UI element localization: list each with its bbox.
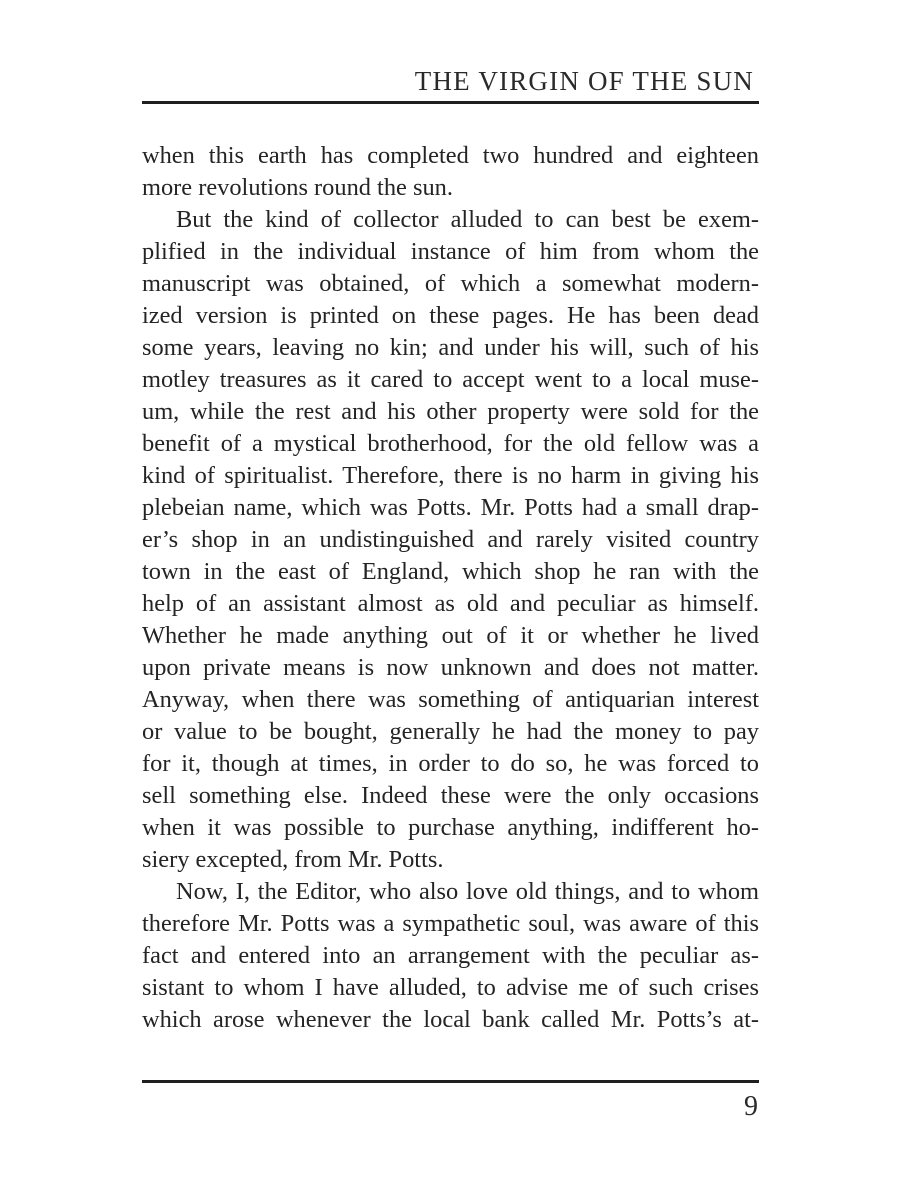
text-line: some years, leaving no kin; and under his will, such of his	[142, 334, 759, 361]
text-line: plified in the individual instance of him from whom the	[142, 238, 759, 265]
text-line: kind of spiritualist. Therefore, there is no harm in giving his	[142, 462, 759, 489]
text-line: which arose whenever the local bank called Mr. Potts’s at-	[142, 1006, 759, 1033]
footer-rule	[142, 1080, 759, 1083]
page-number: 9	[744, 1091, 758, 1122]
text-line: more revolutions round the sun.	[142, 174, 453, 201]
text-line: siery excepted, from Mr. Potts.	[142, 846, 444, 873]
text-line: town in the east of England, which shop he ran with the	[142, 558, 759, 585]
text-line: ized version is printed on these pages. He has been dead	[142, 302, 759, 329]
text-line: um, while the rest and his other property were sold for the	[142, 398, 759, 425]
text-line: sistant to whom I have alluded, to advise me of such crises	[142, 974, 759, 1001]
text-line: help of an assistant almost as old and peculiar as himself.	[142, 590, 759, 617]
text-line: for it, though at times, in order to do so, he was forced to	[142, 750, 759, 777]
text-line: when this earth has completed two hundred and eighteen	[142, 142, 759, 169]
text-line: sell something else. Indeed these were the only occasions	[142, 782, 759, 809]
text-line: manuscript was obtained, of which a somewhat modern-	[142, 270, 759, 297]
text-line: plebeian name, which was Potts. Mr. Potts had a small drap-	[142, 494, 759, 521]
text-line: er’s shop in an undistinguished and rarely visited country	[142, 526, 759, 553]
body-text	[142, 140, 759, 1036]
header-rule	[142, 101, 759, 104]
text-line: therefore Mr. Potts was a sympathetic soul, was aware of this	[142, 910, 759, 937]
text-line: upon private means is now unknown and does not matter.	[142, 654, 759, 681]
text-line: But the kind of collector alluded to can best be exem-	[176, 206, 759, 233]
running-head: THE VIRGIN OF THE SUN	[414, 66, 754, 96]
text-line: Now, I, the Editor, who also love old things, and to whom	[176, 878, 759, 905]
text-line: fact and entered into an arrangement with the peculiar as-	[142, 942, 759, 969]
text-line: motley treasures as it cared to accept went to a local muse-	[142, 366, 759, 393]
text-line: or value to be bought, generally he had the money to pay	[142, 718, 759, 745]
text-line: benefit of a mystical brotherhood, for the old fellow was a	[142, 430, 759, 457]
text-line: Anyway, when there was something of antiquarian interest	[142, 686, 759, 713]
text-line: when it was possible to purchase anything, indifferent ho-	[142, 814, 759, 841]
text-line: Whether he made anything out of it or whether he lived	[142, 622, 759, 649]
